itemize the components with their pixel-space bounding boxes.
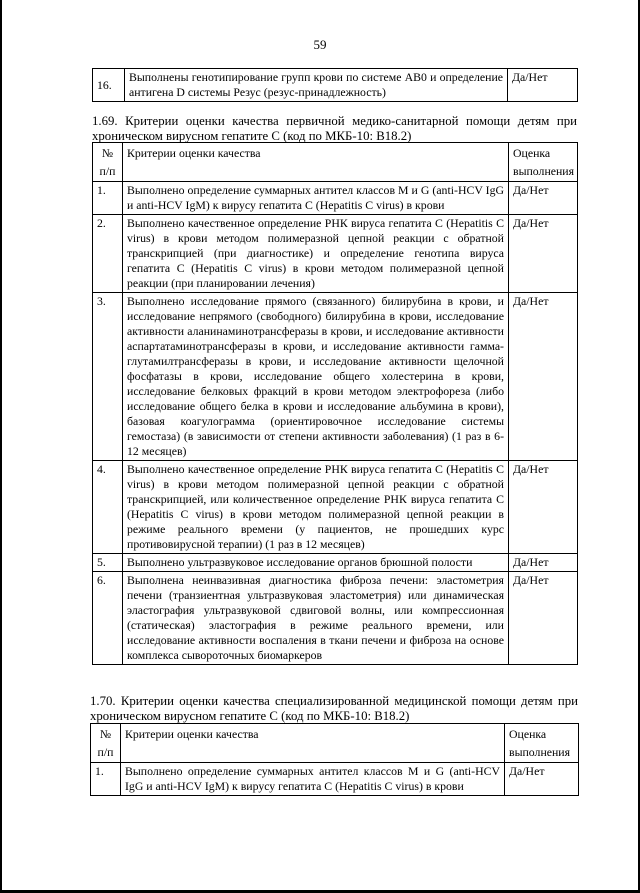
row-number: 3. <box>93 293 123 461</box>
criteria-table-continued <box>92 68 578 102</box>
header-result: Оценка выполнения <box>509 143 578 182</box>
header-criteria: Критерии оценки качества <box>121 724 505 763</box>
header-number: № п/п <box>91 724 121 763</box>
result-cell: Да/Нет <box>509 293 578 461</box>
row-number: 1. <box>91 763 121 796</box>
row-number: 5. <box>93 554 123 572</box>
table-row <box>93 293 578 461</box>
criterion-text: Выполнены генотипирование групп крови по системе АВ0 и определение антигена D системы Резус (резус-принадлежность) <box>125 69 508 102</box>
table-header-row <box>91 724 579 763</box>
result-cell: Да/Нет <box>509 182 578 215</box>
section-title-1-70: 1.70. Критерии оценки качества специализированной медицинской помощи детям при хроническом вирусном гепатите С (код по МКБ-10: В18.2) <box>90 694 578 723</box>
criterion-text: Выполнена неинвазивная диагностика фиброза печени: эластометрия печени (транзиентная ультразвуковая эластометрия) или динамическая эластография ультразвуковой сдвиговой волны, или компрессионная (статическая) эластография в режиме реального времени, или исследование активности воспаления в ткани печени и фиброза на основе комплекса сывороточных биомаркеров <box>123 572 509 665</box>
result-cell: Да/Нет <box>508 69 578 102</box>
table-row <box>93 69 578 102</box>
criterion-text: Выполнено определение суммарных антител классов M и G (anti-HCV IgG и anti-HCV IgM) к вирусу гепатита С (Hepatitis С virus) в крови <box>123 182 509 215</box>
criterion-text: Выполнено определение суммарных антител классов M и G (anti-HCV IgG и anti-HCV IgM) к вирусу гепатита С (Hepatitis С virus) в крови <box>121 763 505 796</box>
row-number: 4. <box>93 461 123 554</box>
result-cell: Да/Нет <box>509 215 578 293</box>
result-cell: Да/Нет <box>509 461 578 554</box>
row-number: 16. <box>93 69 125 102</box>
header-criteria: Критерии оценки качества <box>123 143 509 182</box>
table-row <box>93 572 578 665</box>
criteria-table-1-69 <box>92 142 578 665</box>
table-header-row <box>93 143 578 182</box>
page-number: 59 <box>313 37 327 52</box>
criterion-text: Выполнено исследование прямого (связанного) билирубина в крови, и исследование непрямого (свободного) билирубина в крови, исследование активности аланинаминотрансферазы в крови, и исследование активности аспартатаминотрансферазы в крови, и исследование активности гамма-глутамилтрансферазы в крови, и исследование активности щелочной фосфатазы в крови, исследование общего холестерина в крови, исследование белковых фракций в крови методом электрофореза (либо исследование общего белка в крови и исследование альбумина в крови), базовая коагулограмма (ориентировочное исследование системы гемостаза) (в зависимости от степени активности заболевания) (1 раз в 6-12 месяцев) <box>123 293 509 461</box>
table-row <box>93 554 578 572</box>
criteria-table-1-70 <box>90 723 579 796</box>
table-row <box>93 461 578 554</box>
table-row <box>91 763 579 796</box>
table-row <box>93 215 578 293</box>
criterion-text: Выполнено ультразвуковое исследование органов брюшной полости <box>123 554 509 572</box>
section-title-1-69: 1.69. Критерии оценки качества первичной медико-санитарной помощи детям при хроническом вирусном гепатите С (код по МКБ-10: В18.2) <box>92 114 577 143</box>
criterion-text: Выполнено качественное определение РНК вируса гепатита С (Hepatitis С virus) в крови методом полимеразной цепной реакции с обратной транскрипцией, или количественное определение РНК вируса гепатита С (Hepatitis С virus) в крови методом полимеразной цепной реакции в режиме реального времени (у пациентов, не прошедших курс противовирусной терапии) (1 раз в 12 месяцев) <box>123 461 509 554</box>
row-number: 1. <box>93 182 123 215</box>
header-result: Оценка выполнения <box>505 724 579 763</box>
result-cell: Да/Нет <box>509 572 578 665</box>
row-number: 6. <box>93 572 123 665</box>
criterion-text: Выполнено качественное определение РНК вируса гепатита С (Hepatitis С virus) в крови методом полимеразной цепной реакции с обратной транскрипцией (при диагностике) и определение генотипа вируса гепатита С (Hepatitis С virus) в крови методом полимеразной цепной реакции (при планировании лечения) <box>123 215 509 293</box>
scan-border-left <box>0 0 2 893</box>
result-cell: Да/Нет <box>509 554 578 572</box>
table-row <box>93 182 578 215</box>
header-number: № п/п <box>93 143 123 182</box>
result-cell: Да/Нет <box>505 763 579 796</box>
row-number: 2. <box>93 215 123 293</box>
